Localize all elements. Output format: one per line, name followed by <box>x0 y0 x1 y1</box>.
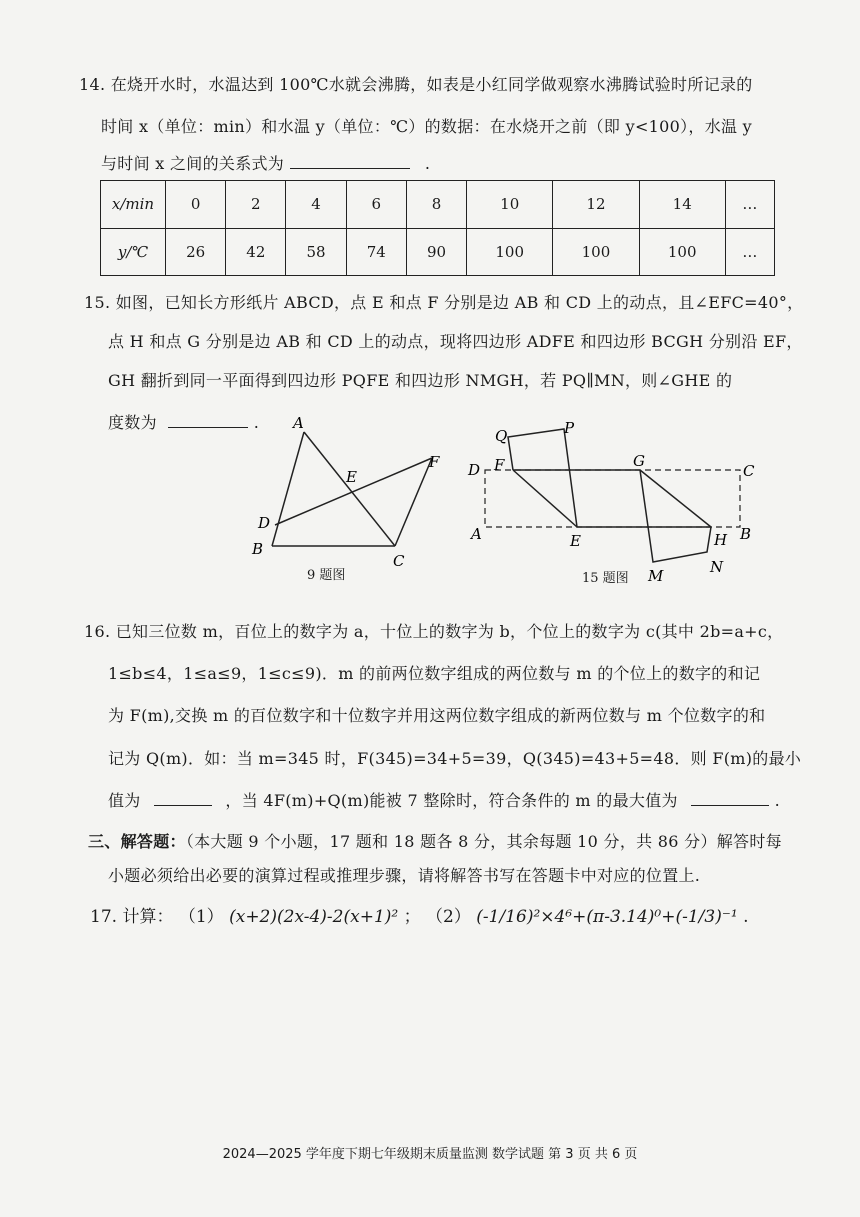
label-E: E <box>346 468 357 486</box>
answer-blank <box>691 804 769 806</box>
table-cell: 90 <box>406 228 466 276</box>
table-cell: … <box>725 228 774 276</box>
q16-line5-text-b: ，当 4F(m)+Q(m)能被 7 整除时，符合条件的 m 的最大值为 <box>225 791 678 810</box>
answer-blank <box>168 426 248 428</box>
label-C: C <box>393 552 405 570</box>
table-cell: 74 <box>346 228 406 276</box>
label-B: B <box>252 540 264 558</box>
answer-blank <box>290 167 410 169</box>
figure-15 <box>460 415 790 585</box>
label-A: A <box>471 525 482 543</box>
label-P: P <box>564 419 575 437</box>
table-cell: 0 <box>166 181 226 229</box>
q16-line3: 为 F(m),交换 m 的百位数字和十位数字并用这两位数字组成的新两位数与 m 个位数字的和 <box>108 706 766 725</box>
table-header-cell: y/℃ <box>101 228 166 276</box>
table-cell: 14 <box>639 181 725 229</box>
label-Q: Q <box>495 427 508 445</box>
table-cell: 12 <box>553 181 639 229</box>
q16-line1: 16. 已知三位数 m，百位上的数字为 a，十位上的数字为 b，个位上的数字为 c(其中 2b=a+c， <box>84 622 784 641</box>
q17-part1-expr: (x+2)(2x-4)-2(x+1)² <box>229 907 399 927</box>
q17-part1-label: （1） <box>178 907 224 927</box>
section3-title: 三、解答题： <box>88 832 186 851</box>
table-cell: 6 <box>346 181 406 229</box>
page-footer: 2024—2025 学年度下期七年级期末质量监测 数学试题 第 3 页 共 6 页 <box>222 1147 638 1162</box>
q14-line3 <box>101 151 430 174</box>
label-F: F <box>429 453 440 471</box>
label-G: G <box>633 452 645 470</box>
q17-line <box>90 902 748 927</box>
fig9-caption: 9 题图 <box>307 568 346 583</box>
label-E: E <box>570 532 581 550</box>
label-A: A <box>293 414 304 432</box>
table-cell: 100 <box>553 228 639 276</box>
q14-line1: 14. 在烧开水时，水温达到 100℃水就会沸腾，如表是小红同学做观察水沸腾试验时所记录的 <box>79 75 753 94</box>
table-row <box>101 181 775 229</box>
answer-blank <box>154 804 212 806</box>
q15-line3: GH 翻折到同一平面得到四边形 PQFE 和四边形 NMGH，若 PQ∥MN，则∠GHE 的 <box>108 371 733 390</box>
period: . <box>253 413 260 432</box>
table-cell: 2 <box>226 181 286 229</box>
table-cell: 100 <box>639 228 725 276</box>
table-cell: 4 <box>286 181 346 229</box>
fig15-caption: 15 题图 <box>582 571 629 586</box>
section3-line1-text: （本大题 9 个小题，17 题和 18 题各 8 分，其余每题 10 分，共 86 分）解答时每 <box>185 832 782 851</box>
q15-line2: 点 H 和点 G 分别是边 AB 和 CD 上的动点，现将四边形 ADFE 和四边形 BCGH 分别沿 EF， <box>108 332 803 351</box>
label-D: D <box>468 461 481 479</box>
q17-sep: ； <box>403 907 421 927</box>
section3-line2: 小题必须给出必要的演算过程或推理步骤，请将解答书写在答题卡中对应的位置上. <box>108 866 701 885</box>
table-cell: 58 <box>286 228 346 276</box>
q16-line4: 记为 Q(m)．如：当 m=345 时，F(345)=34+5=39，Q(345)=43+5=48．则 F(m)的最小 <box>108 749 802 768</box>
q17-label: 17. 计算： <box>90 907 174 927</box>
label-H: H <box>714 531 728 549</box>
label-B: B <box>740 525 752 543</box>
q14-line3-text: 与时间 x 之间的关系式为 <box>101 154 285 173</box>
table-cell: … <box>725 181 774 229</box>
figure-9 <box>240 410 450 585</box>
q16-line2: 1≤b≤4，1≤a≤9，1≤c≤9)．m 的前两位数字组成的两位数与 m 的个位上的数字的和记 <box>108 664 761 683</box>
table-cell: 10 <box>467 181 553 229</box>
table-cell: 26 <box>166 228 226 276</box>
table-cell: 100 <box>467 228 553 276</box>
table-header-cell: x/min <box>101 181 166 229</box>
data-table <box>100 180 775 276</box>
period: . <box>774 791 780 810</box>
q14-line2: 时间 x（单位：min）和水温 y（单位：℃）的数据：在水烧开之前（即 y<100），水温 y <box>101 117 753 136</box>
label-D: D <box>258 514 271 532</box>
q17-part2-label: （2） <box>426 907 471 927</box>
q15-line4-text: 度数为 <box>108 413 157 432</box>
section3-line1 <box>88 829 782 852</box>
q16-line5-text-a: 值为 <box>108 791 141 810</box>
table-row <box>101 228 775 276</box>
label-F: F <box>494 456 505 474</box>
q17-part2-expr: (-1/16)²×4⁶+(π-3.14)⁰+(-1/3)⁻¹ <box>476 907 738 927</box>
q15-line4 <box>108 410 259 433</box>
q17-end: . <box>743 907 749 927</box>
q15-line1: 15. 如图，已知长方形纸片 ABCD，点 E 和点 F 分别是边 AB 和 CD 上的动点，且∠EFC=40°， <box>84 293 804 312</box>
table-cell: 42 <box>226 228 286 276</box>
table-cell: 8 <box>406 181 466 229</box>
label-M: M <box>648 567 664 585</box>
label-C: C <box>743 462 755 480</box>
label-N: N <box>710 558 724 576</box>
q16-line5 <box>108 788 780 811</box>
period: . <box>424 154 431 173</box>
